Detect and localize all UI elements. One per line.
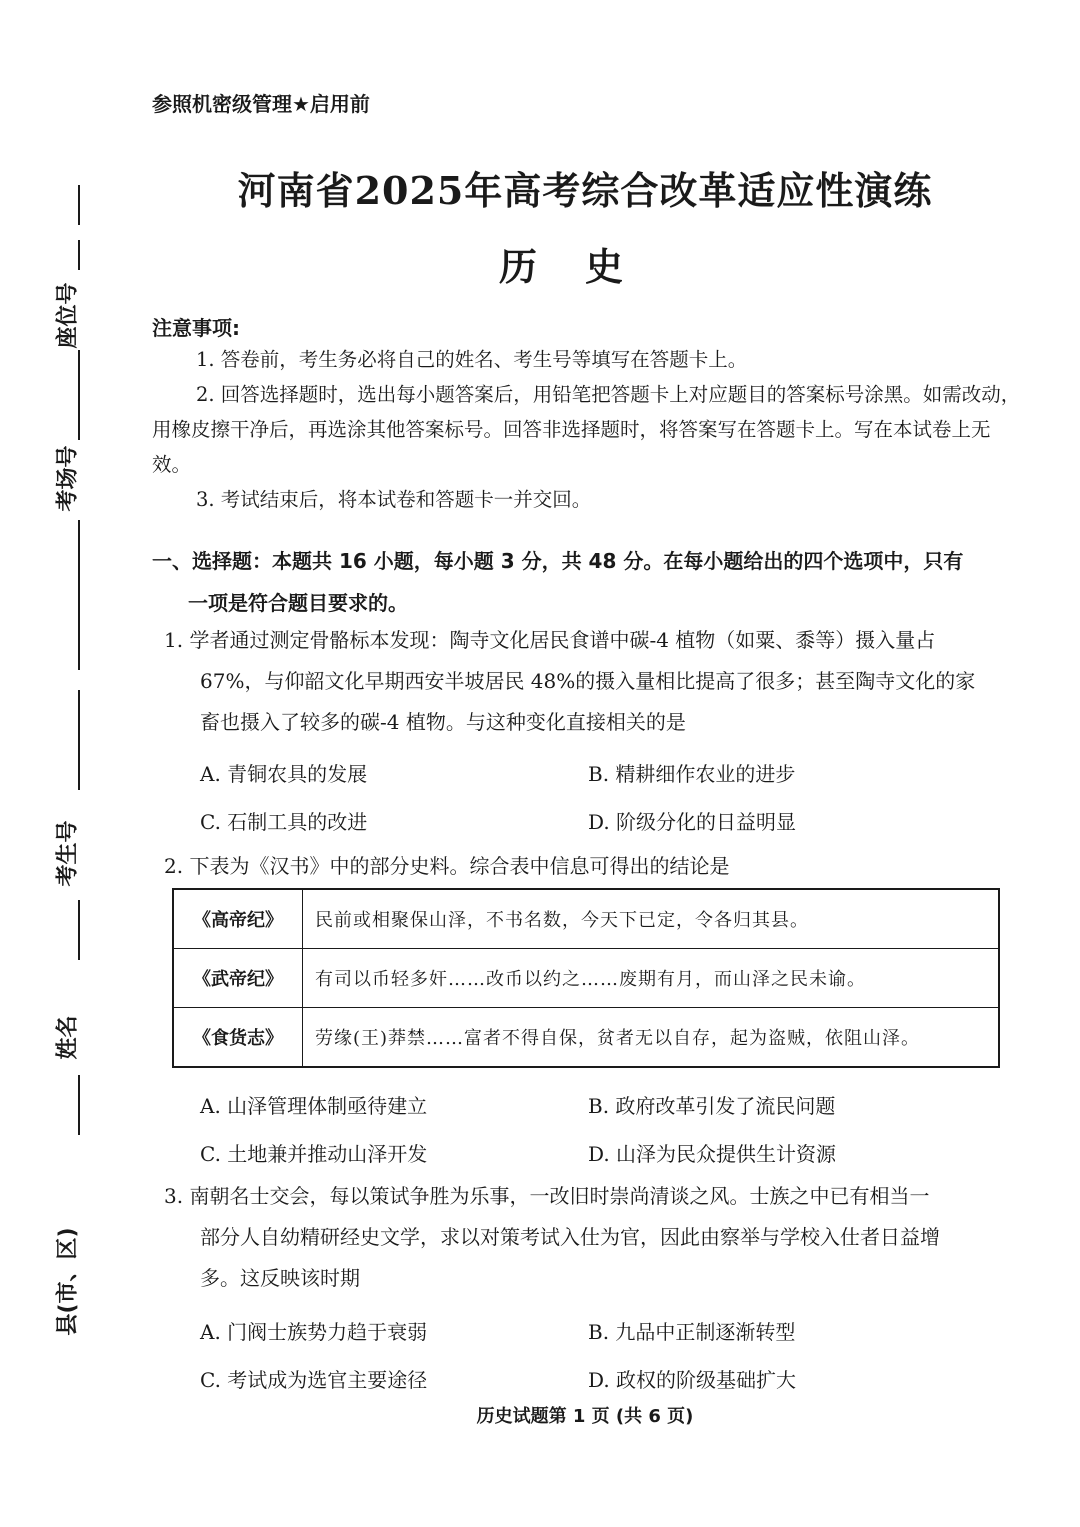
confidential-mark: 参照机密级管理★启用前 [152,92,370,116]
question-stem-line: 畜也摄入了较多的碳-4 植物。与这种变化直接相关的是 [200,710,686,734]
section-heading [152,540,1022,624]
option-d: D. 阶级分化的日益明显 [588,810,797,834]
section-line: 一项是符合题目要求的。 [188,591,408,615]
excerpt-cell: 劳缘(王)莽禁……富者不得自保，贫者无以自存，起为盗贼，依阻山泽。 [303,1008,1000,1068]
question-stem-line: 2. 下表为《汉书》中的部分史料。综合表中信息可得出的结论是 [164,854,730,878]
option-c: C. 土地兼并推动山泽开发 [200,1142,428,1166]
source-cell: 《武帝纪》 [173,949,303,1008]
name-label: 姓名 [55,1015,81,1060]
question-stem-line: 67%，与仰韶文化早期西安半坡居民 48%的摄入量相比提高了很多；甚至陶寺文化的家 [200,669,976,693]
page-footer [0,1402,1080,1428]
question-stem-line: 多。这反映该时期 [200,1266,360,1290]
notice-item: 1. 答卷前，考生务必将自己的姓名、考生号等填写在答题卡上。 [196,348,748,371]
source-cell: 《高帝纪》 [173,889,303,949]
margin-rule [78,520,80,670]
question-stem-line: 1. 学者通过测定骨骼标本发现：陶寺文化居民食谱中碳-4 植物（如粟、黍等）摄入量占 [164,628,936,652]
option-b: B. 政府改革引发了流民问题 [588,1094,836,1118]
option-b: B. 精耕细作农业的进步 [588,762,796,786]
notice-item: 3. 考试结束后，将本试卷和答题卡一并交回。 [196,488,592,511]
title-text: 河南省2025年高考综合改革适应性演练 [237,168,933,213]
page-number: 历史试题第 1 页 (共 6 页) [476,1406,694,1427]
option-a: A. 山泽管理体制亟待建立 [200,1094,428,1118]
option-a: A. 门阀士族势力趋于衰弱 [200,1320,428,1344]
excerpt-cell: 民前或相聚保山泽，不书名数，今天下已定，令各归其县。 [303,889,1000,949]
option-b: B. 九品中正制逐渐转型 [588,1320,796,1344]
margin-rule [78,690,80,790]
question-stem-line: 部分人自幼精研经史文学，求以对策考试入仕为官，因此由察举与学校入仕者日益增 [200,1225,940,1249]
seat-number-label: 座位号 [55,282,81,349]
table-row [173,889,999,949]
option-d: D. 山泽为民众提供生计资源 [588,1142,837,1166]
question-stem-line: 3. 南朝名士交会，每以策试争胜为乐事，一改旧时崇尚清谈之风。士族之中已有相当一 [164,1184,930,1208]
county-label: 县(市、区) [55,1227,81,1336]
notice-item: 2. 回答选择题时，选出每小题答案后，用铅笔把答题卡上对应题目的答案标号涂黑。如需改动，用橡皮擦干净后，再选涂其他答案标号。回答非选择题时，将答案写在答题卡上。写在本试卷上无效。 [152,383,1021,476]
question-1 [164,620,1024,743]
subject-title [0,236,1080,291]
notice-block [152,342,1022,517]
question-2 [164,846,1024,887]
page-title [0,160,1080,215]
section-line: 一、选择题：本题共 16 小题，每小题 3 分，共 48 分。在每小题给出的四个选项中，只有 [152,549,964,573]
exam-room-label: 考场号 [55,445,81,512]
question-3 [164,1176,1024,1299]
option-c: C. 考试成为选官主要途径 [200,1368,428,1392]
table-row [173,949,999,1008]
candidate-number-label: 考生号 [55,820,81,887]
option-d: D. 政权的阶级基础扩大 [588,1368,797,1392]
excerpt-cell: 有司以币轻多奸……改币以约之……废期有月，而山泽之民未谕。 [303,949,1000,1008]
historical-sources-table [172,888,1000,1068]
table-row [173,1008,999,1068]
option-a: A. 青铜农具的发展 [200,762,368,786]
subject-text: 历史 [498,244,671,289]
source-cell: 《食货志》 [173,1008,303,1068]
option-c: C. 石制工具的改进 [200,810,368,834]
notice-heading: 注意事项: [152,316,240,340]
